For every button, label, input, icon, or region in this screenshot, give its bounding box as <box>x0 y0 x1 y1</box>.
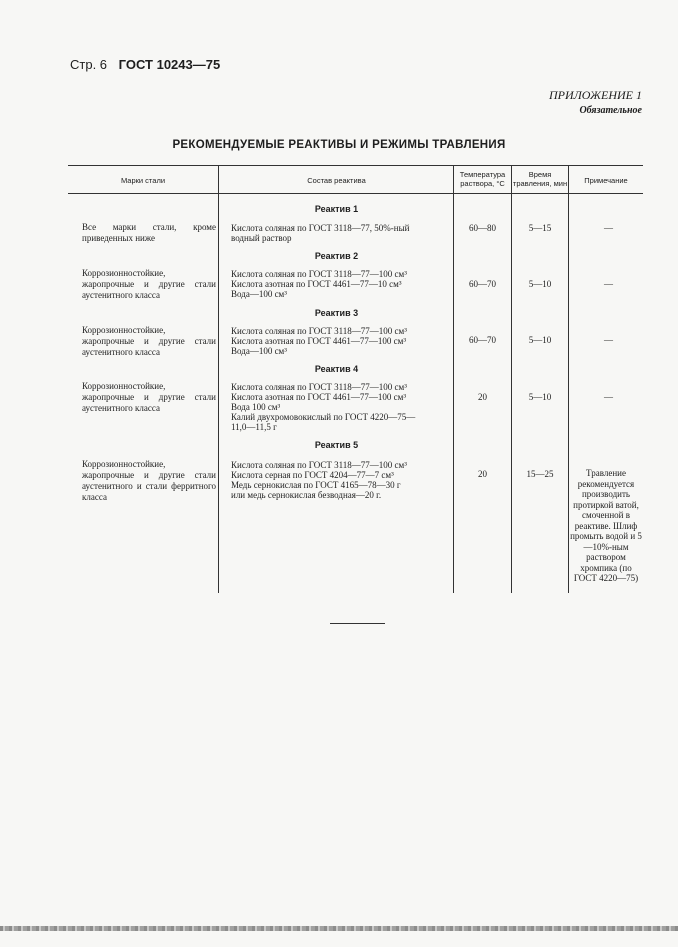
time-value: 5—10 <box>528 335 552 345</box>
page-header <box>70 57 220 72</box>
appendix-title: ПРИЛОЖЕНИЕ 1 <box>549 88 642 102</box>
col-divider <box>218 165 219 593</box>
appendix-status: Обязательное <box>579 105 642 116</box>
col-divider <box>568 165 569 593</box>
reagent-heading: Реактив 2 <box>314 251 359 261</box>
steel-grade: Коррозионностойкие, жаропрочные и другие стали аустенитного класса <box>82 325 216 357</box>
reagent-heading: Реактив 4 <box>314 364 359 374</box>
note-value: — <box>604 279 613 289</box>
reagent-composition: Кислота соляная по ГОСТ 3118—77—100 см³ Кислота азотная по ГОСТ 4461—77—100 см³ Вода 100 см³ Калий двухромовокислый по ГОСТ 4220—75— 11,0—11,5 г <box>231 382 416 432</box>
column-header: Состав реактива <box>307 176 366 185</box>
reagent-composition: Кислота соляная по ГОСТ 3118—77, 50%-ный водный раствор <box>231 223 410 243</box>
reagent-composition: Кислота соляная по ГОСТ 3118—77—100 см³ Кислота азотная по ГОСТ 4461—77—100 см³ Вода—100 см³ <box>231 326 407 356</box>
table-title: РЕКОМЕНДУЕМЫЕ РЕАКТИВЫ И РЕЖИМЫ ТРАВЛЕНИЯ <box>172 139 506 151</box>
time-value: 5—15 <box>528 223 552 233</box>
temperature-value: 60—70 <box>469 335 496 345</box>
steel-grade: Коррозионностойкие, жаропрочные и другие стали аустенитного и стали ферритного класса <box>82 459 216 502</box>
note-value: Травление рекомендуется производить протиркой ватой, смоченной в реактиве. Шлиф промыть водой и 5—10%-ным раствором хромпика (по ГОСТ 4220—75) <box>570 468 642 583</box>
steel-grade: Коррозионностойкие, жаропрочные и другие стали аустенитного класса <box>82 268 216 300</box>
time-value: 5—10 <box>528 279 552 289</box>
column-header: Марки стали <box>120 176 166 185</box>
note-value: — <box>604 335 613 345</box>
reagent-composition: Кислота соляная по ГОСТ 3118—77—100 см³ Кислота серная по ГОСТ 4204—77—7 см³ Медь сернокислая по ГОСТ 4165—78—30 г или медь сернокислая безводная—20 г. <box>231 460 407 500</box>
page-label: Стр. 6 <box>70 57 108 72</box>
column-header: Примечание <box>584 176 628 185</box>
time-value: 15—25 <box>526 469 554 479</box>
steel-grade: Коррозионностойкие, жаропрочные и другие стали аустенитного класса <box>82 381 216 413</box>
appendix-block <box>549 87 642 119</box>
steel-grade: Все марки стали, кроме приведенных ниже <box>82 222 216 243</box>
temperature-value: 60—70 <box>469 279 496 289</box>
table-header-rule <box>68 193 643 194</box>
temperature-value: 20 <box>478 392 487 402</box>
reagent-heading: Реактив 3 <box>314 308 359 318</box>
reagent-heading: Реактив 1 <box>314 204 359 214</box>
end-rule <box>330 623 385 624</box>
time-value: 5—10 <box>528 392 552 402</box>
table-top-rule <box>68 165 643 166</box>
note-value: — <box>604 392 613 402</box>
standard-number: ГОСТ 10243—75 <box>118 57 221 72</box>
column-header: Время травления, мин <box>512 170 568 188</box>
reagent-composition: Кислота соляная по ГОСТ 3118—77—100 см³ Кислота азотная по ГОСТ 4461—77—10 см³ Вода—100 см³ <box>231 269 407 299</box>
scan-edge <box>0 926 678 931</box>
temperature-value: 60—80 <box>469 223 496 233</box>
temperature-value: 20 <box>478 469 487 479</box>
note-value: — <box>604 223 613 233</box>
column-header: Температура раствора, °С <box>459 170 506 188</box>
reagent-heading: Реактив 5 <box>314 440 359 450</box>
